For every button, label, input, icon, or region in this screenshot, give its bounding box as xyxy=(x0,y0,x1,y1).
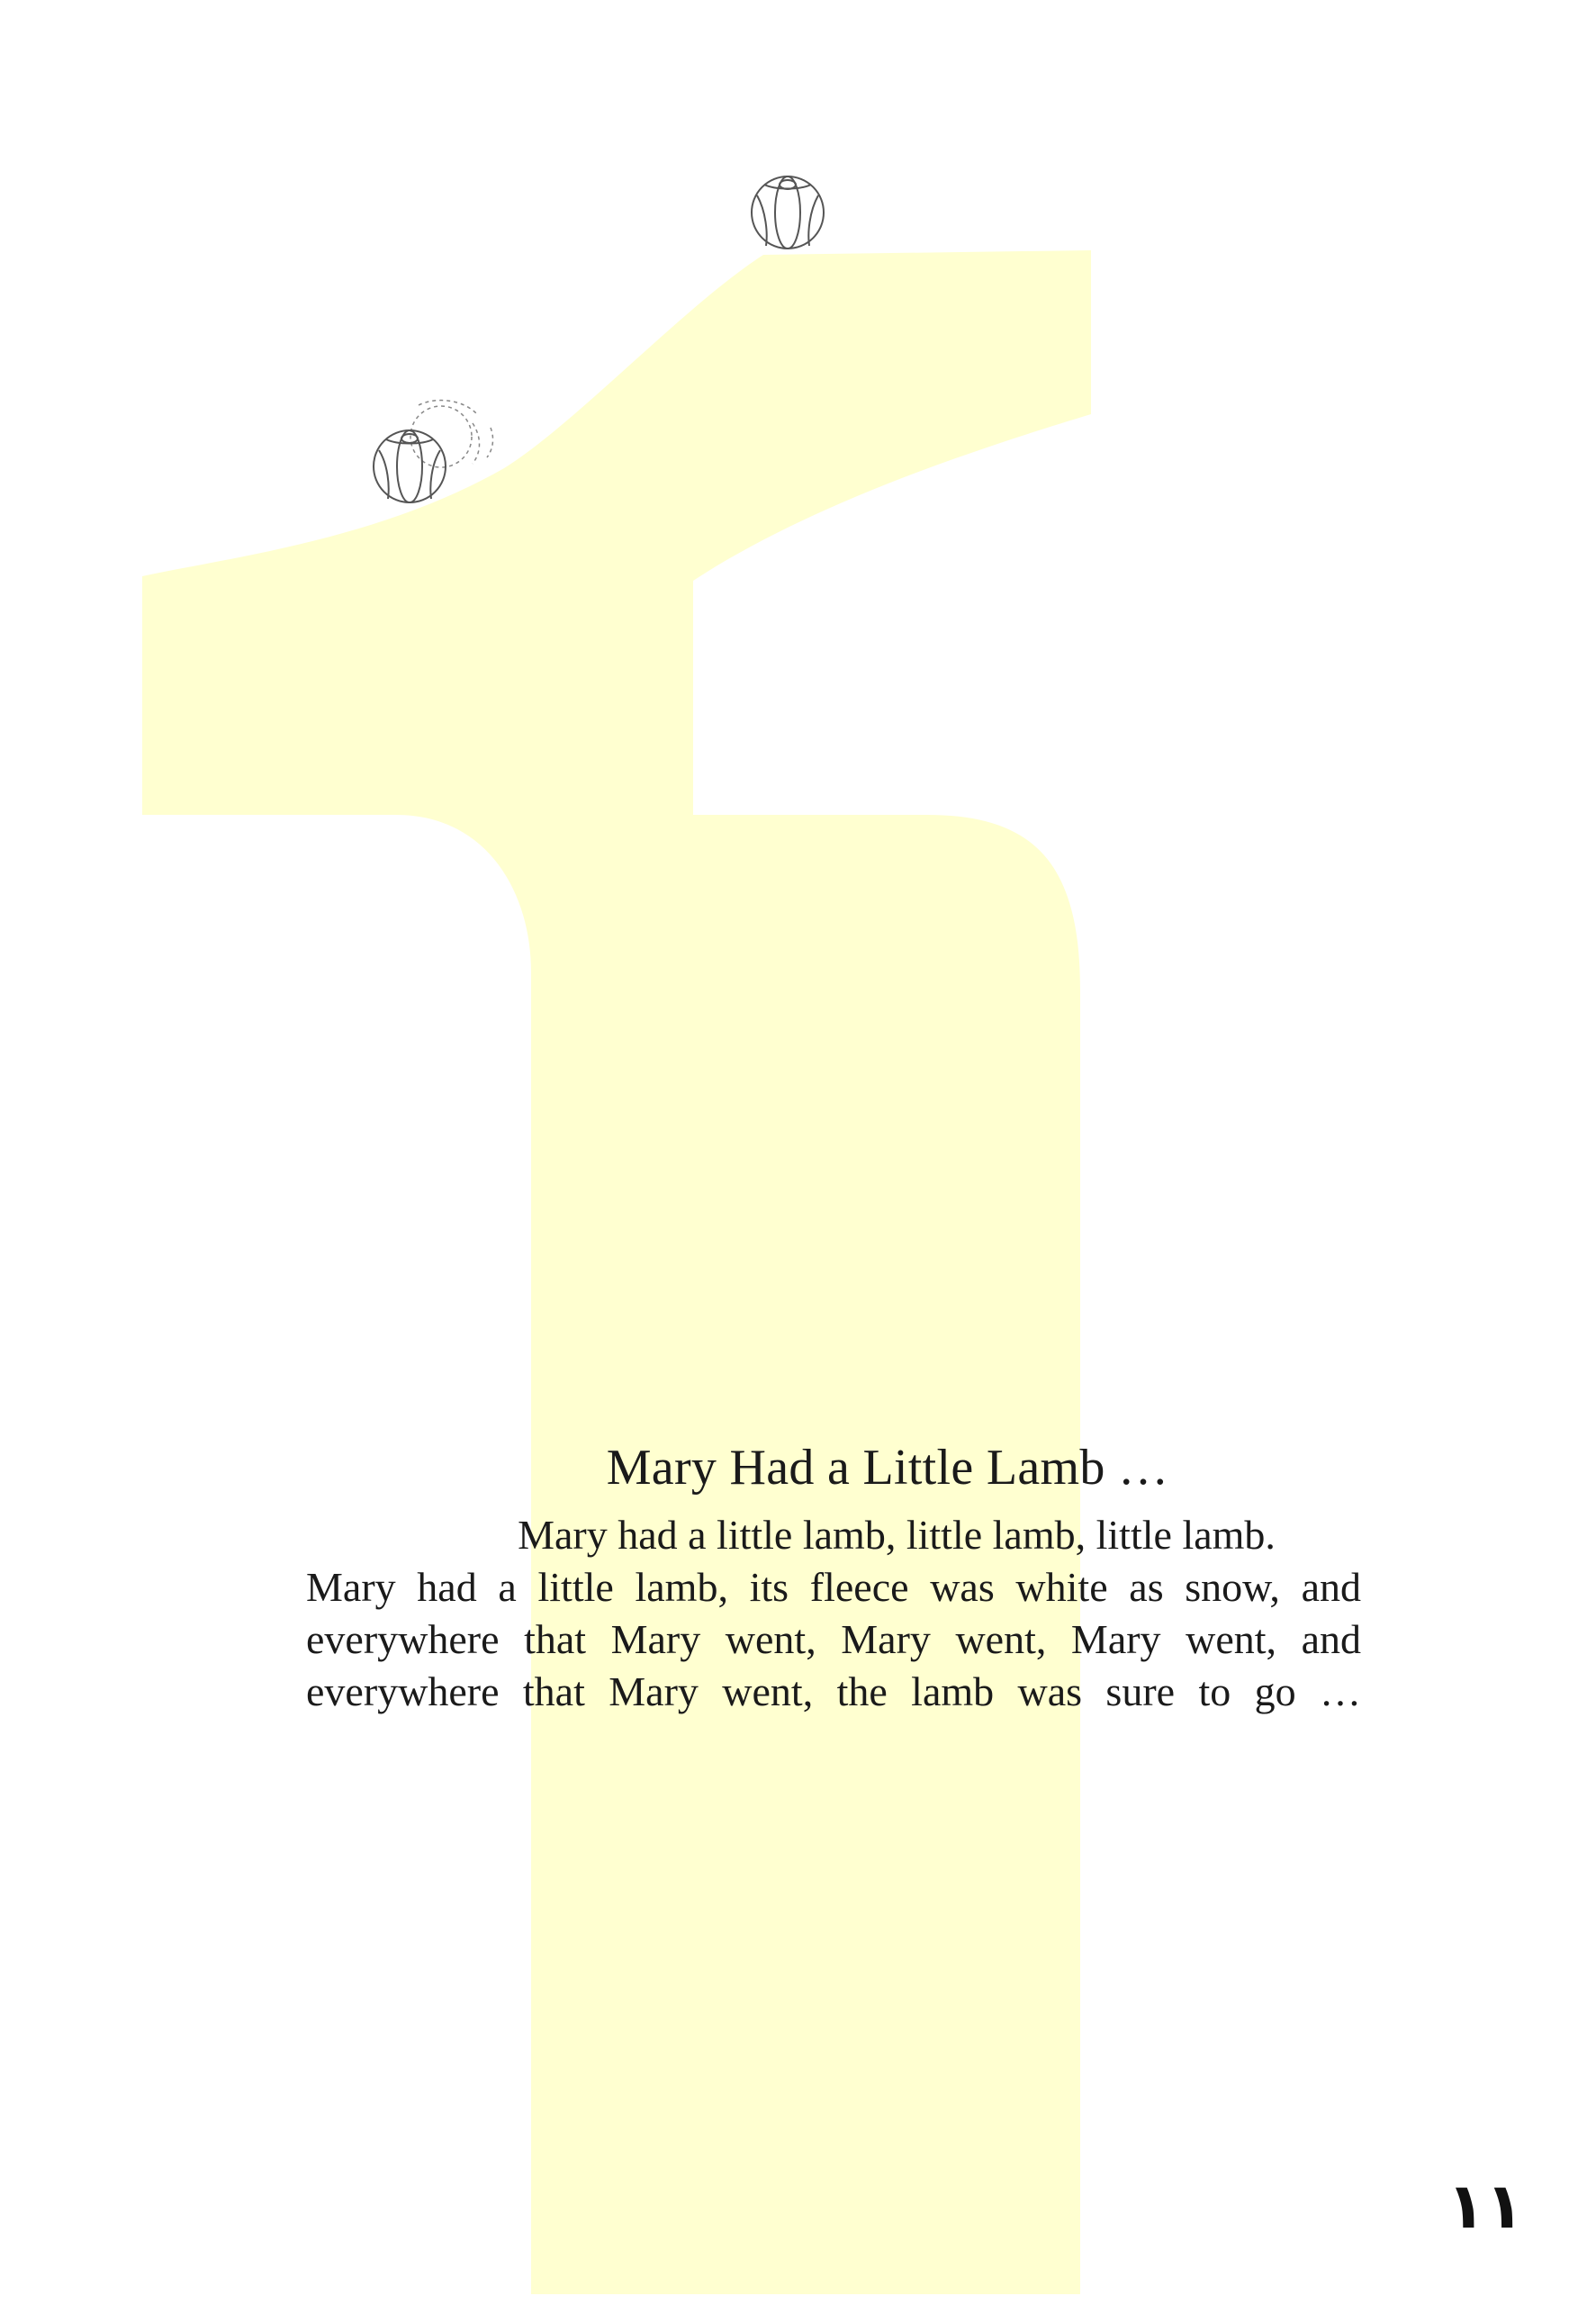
rolling-beach-ball-icon xyxy=(356,387,522,513)
poem-first-line: Mary had a little lamb, little lamb, little lamb. xyxy=(518,1512,1276,1558)
page-number: ١١ xyxy=(1447,2169,1524,2243)
poem-paragraph xyxy=(306,1561,1361,1718)
poem-line: Mary had a little lamb, its fleece was white as snow, and xyxy=(306,1564,1361,1610)
poem-block xyxy=(306,1439,1361,1718)
poem-title: Mary Had a Little Lamb … xyxy=(606,1440,1169,1496)
poem-line: everywhere that Mary went, the lamb was sure to go … xyxy=(306,1668,1361,1714)
numeral-one-shape xyxy=(142,250,1091,2294)
beach-ball-icon xyxy=(734,165,842,262)
poem-line: everywhere that Mary went, Mary went, Mary went, and xyxy=(306,1616,1361,1662)
